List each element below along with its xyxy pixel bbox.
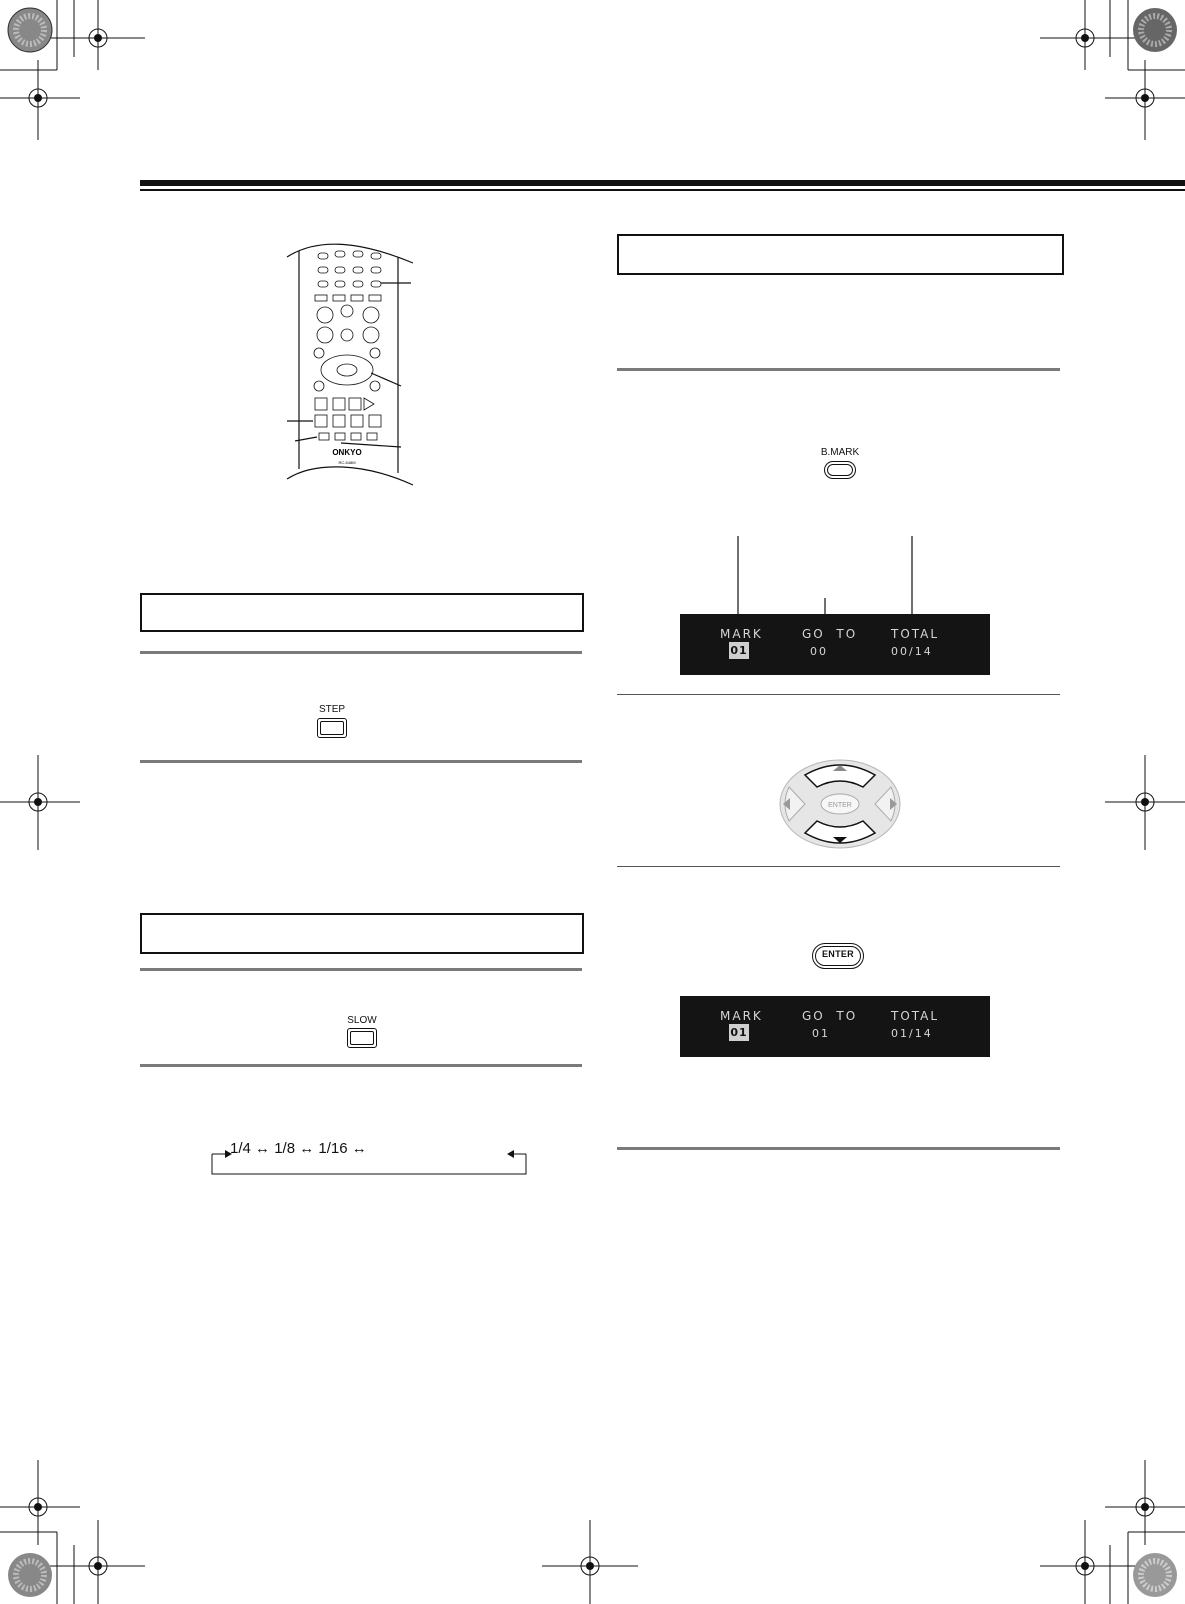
bmark-button[interactable]	[824, 461, 856, 479]
step-rule-3	[140, 968, 582, 971]
osd-total-value: 01/14	[891, 1027, 933, 1040]
enter-button-label: ENTER	[821, 949, 854, 959]
osd-mark-value: 01	[730, 1026, 748, 1039]
speed-1-16: 1/16	[318, 1140, 348, 1157]
cursor-pad[interactable]	[775, 757, 905, 851]
osd-goto-label: GO TO	[802, 627, 858, 641]
bmark-button-label: B.MARK	[820, 447, 860, 458]
header-rule-thin	[140, 189, 1185, 191]
cursor-enter-label: ENTER	[828, 802, 852, 809]
speed-1-8: 1/8	[274, 1140, 296, 1157]
osd-mark-value: 01	[730, 644, 748, 657]
osd-goto-value: 01	[812, 1027, 830, 1040]
osd-total-value: 00/14	[891, 645, 933, 658]
bookmark-heading-box	[617, 234, 1064, 275]
remote-brand: ONKYO	[332, 448, 362, 457]
remote-model: RC-548M	[338, 460, 356, 465]
enter-button[interactable]	[812, 943, 864, 969]
osd-total-label: TOTAL	[891, 1009, 940, 1023]
slow-button-label: SLOW	[347, 1015, 377, 1026]
osd-total-label: TOTAL	[891, 627, 940, 641]
osd-mark-label: MARK	[720, 627, 763, 641]
step-rule-5	[617, 368, 1060, 371]
step-button[interactable]	[317, 718, 347, 738]
slow-button[interactable]	[347, 1028, 377, 1048]
speed-arrow: ↔	[255, 1140, 271, 1157]
step-rule-7	[617, 866, 1060, 867]
osd-goto-value: 00	[810, 645, 828, 658]
step-rule-4	[140, 1064, 582, 1067]
step-rule-2	[140, 760, 582, 763]
slow-speed-sequence	[230, 1140, 367, 1157]
speed-arrow: ↔	[299, 1140, 315, 1157]
bookmark-osd-after	[680, 996, 990, 1057]
header-rule-thick	[140, 180, 1185, 186]
step-frame-heading-box	[140, 593, 584, 632]
osd-mark-label: MARK	[720, 1009, 763, 1023]
speed-arrow: ↔	[351, 1140, 367, 1157]
slow-motion-heading-box	[140, 913, 584, 954]
step-rule-8	[617, 1147, 1060, 1150]
step-rule-6	[617, 694, 1060, 695]
bookmark-osd-before	[680, 614, 990, 675]
step-rule-1	[140, 651, 582, 654]
speed-1-4: 1/4	[230, 1140, 251, 1157]
osd-goto-label: GO TO	[802, 1009, 858, 1023]
step-button-label: STEP	[318, 704, 346, 715]
remote-control-illustration	[285, 243, 425, 493]
